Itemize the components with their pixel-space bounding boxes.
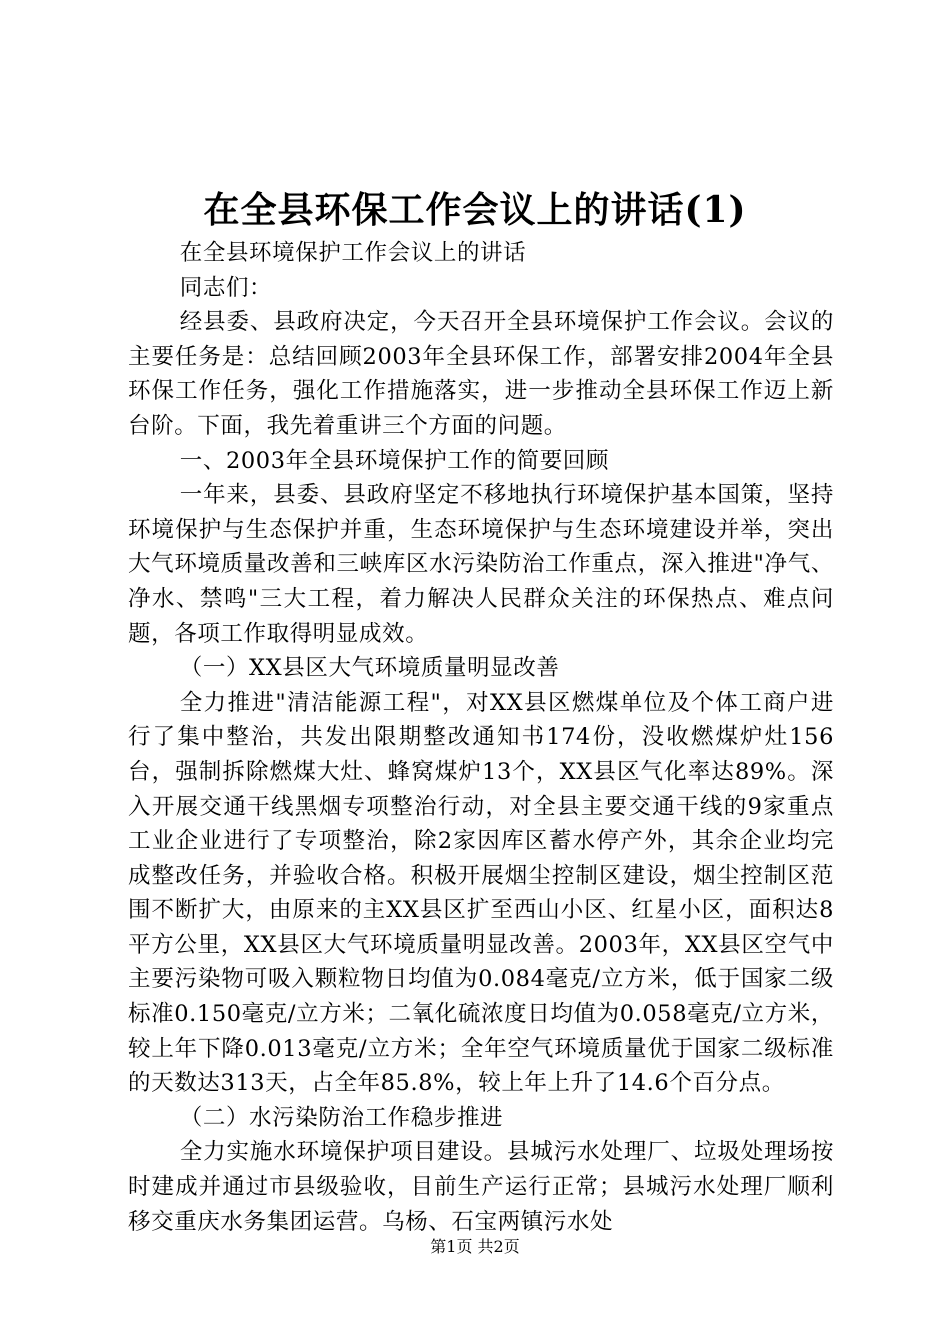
document-title: 在全县环保工作会议上的讲话(1) [203, 189, 747, 231]
paragraph-review: 一年来，县委、县政府坚定不移地执行环境保护基本国策，坚持环境保护与生态保护并重，生态环境保护与生态环境建设并举，突出大气环境质量改善和三峡库区水污染防治工作重点，深入推进"净气、净水、禁鸣"三大工程，着力解决人民群众关注的环保热点、难点问题，各项工作取得明显成效。 [128, 482, 834, 647]
subsection-heading-2: （二）水污染防治工作稳步推进 [179, 1104, 504, 1131]
salutation: 同志们： [179, 274, 273, 301]
page-footer: 第1页 共2页 [430, 1237, 520, 1256]
speech-subtitle: 在全县环境保护工作会议上的讲话 [179, 240, 527, 266]
paragraph-intro: 经县委、县政府决定，今天召开全县环境保护工作会议。会议的主要任务是：总结回顾2003年全县环保工作，部署安排2004年全县环保工作任务，强化工作措施落实，进一步推动全县环保工作迈上新台阶。下面，我先着重讲三个方面的问题。 [128, 309, 834, 439]
document-body [128, 236, 834, 1239]
section-heading-1: 一、2003年全县环境保护工作的简要回顾 [179, 447, 610, 474]
subsection-heading-1: （一）XX县区大气环境质量明显改善 [179, 655, 560, 682]
paragraph-water: 全力实施水环境保护项目建设。县城污水处理厂、垃圾处理场按时建成并通过市县级验收，目前生产运行正常；县城污水处理厂顺利移交重庆水务集团运营。乌杨、石宝两镇污水处 [128, 1139, 834, 1235]
paragraph-air-quality: 全力推进"清洁能源工程"，对XX县区燃煤单位及个体工商户进行了集中整治，共发出限期整改通知书174份，没收燃煤炉灶156台，强制拆除燃煤大灶、蜂窝煤炉13个，XX县区气化率达89%。深入开展交通干线黑烟专项整治行动，对全县主要交通干线的9家重点工业企业进行了专项整治，除2家因库区蓄水停产外，其余企业均完成整改任务，并验收合格。积极开展烟尘控制区建设，烟尘控制区范围不断扩大，由原来的主XX县区扩至西山小区、红星小区，面积达8平方公里，XX县区大气环境质量明显改善。2003年，XX县区空气中主要污染物可吸入颗粒物日均值为0.084毫克/立方米，低于国家二级标准0.150毫克/立方米；二氧化硫浓度日均值为0.058毫克/立方米，较上年下降0.013毫克/立方米；全年空气环境质量优于国家二级标准的天数达313天，占全年85.8%，较上年上升了14.6个百分点。 [128, 689, 834, 1097]
